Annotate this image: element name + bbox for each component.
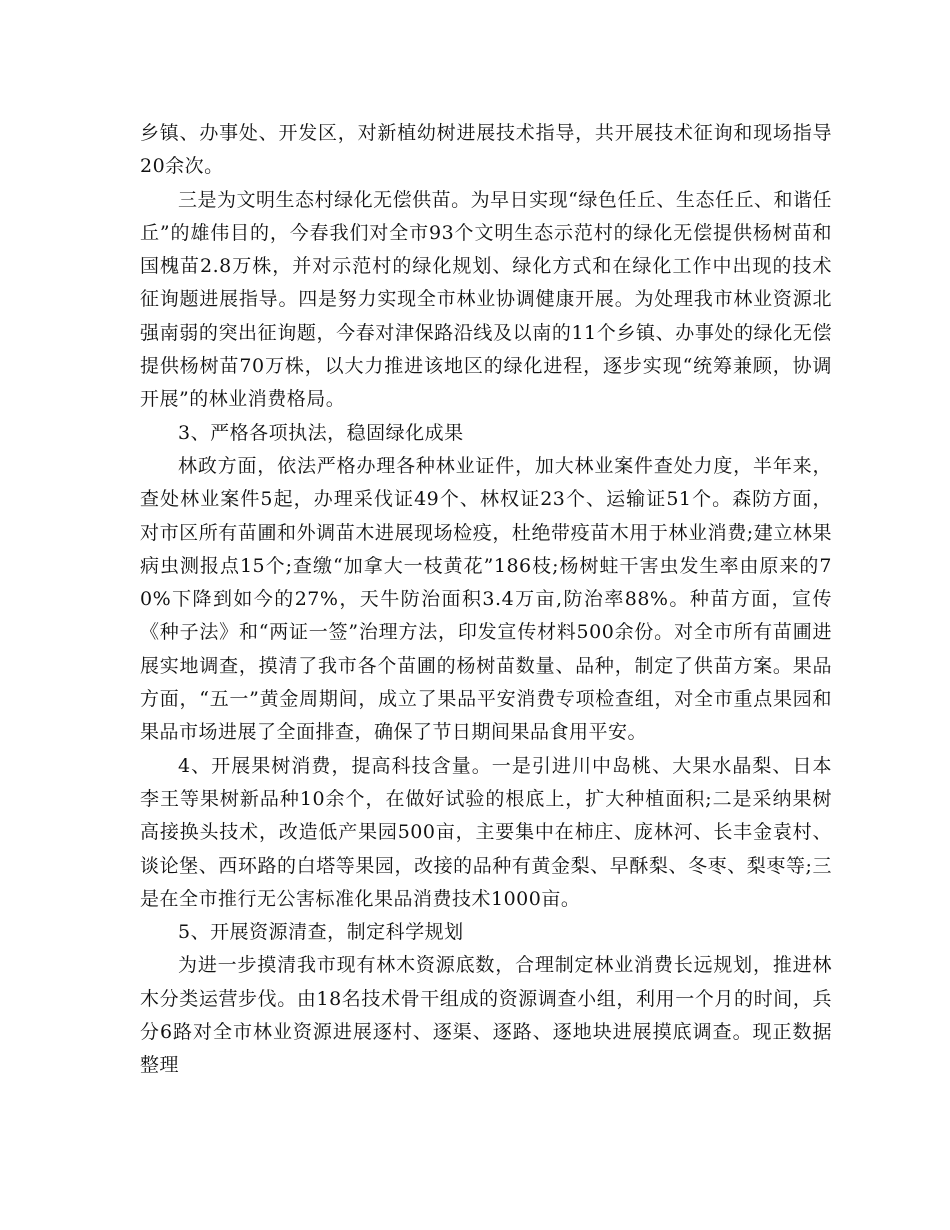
paragraph-ecological-village-seedlings: 三是为文明生态村绿化无偿供苗。为早日实现“绿色任丘、生态任丘、和谐任丘”的雄伟目的，今春我们对全市93个文明生态示范村的绿化无偿提供杨树苗和国槐苗2.8万株，并对示范村的绿化规划、绿化方式和在绿化工作中出现的技术征询题进展指导。四是努力实现全市林业协调健康开展。为处理我市林业资源北强南弱的突出征询题，今春对津保路沿线及以南的11个乡镇、办事处的绿化无偿提供杨树苗70万株，以大力推进该地区的绿化进程，逐步实现“统筹兼顾，协调开展”的林业消费格局。 xyxy=(140,188,832,411)
section-heading-resource-survey: 5、开展资源清查，制定科学规划 xyxy=(178,921,464,944)
document-body xyxy=(140,117,832,1083)
paragraph-fruit-tree-production: 4、开展果树消费，提高科技含量。一是引进川中岛桃、大果水晶梨、日本李王等果树新品种10余个，在做好试验的根底上，扩大种植面积;二是采纳果树高接换头技术，改造低产果园500亩，主要集中在柿庄、庞林河、长丰金袁村、谈论堡、西环路的白塔等果园，改接的品种有黄金梨、早酥梨、冬枣、梨枣等;三是在全市推行无公害标准化果品消费技术1000亩。 xyxy=(140,754,832,910)
paragraph-forestry-administration: 林政方面，依法严格办理各种林业证件，加大林业案件查处力度，半年来，查处林业案件5起，办理采伐证49个、林权证23个、运输证51个。森防方面，对市区所有苗圃和外调苗木进展现场检疫，杜绝带疫苗木用于林业消费;建立林果病虫测报点15个;查缴“加拿大一枝黄花”186枝;杨树蛀干害虫发生率由原来的70%下降到如今的27%，天牛防治面积3.4万亩,防治率88%。种苗方面，宣传《种子法》和“两证一签”治理方法，印发宣传材料500余份。对全市所有苗圃进展实地调查，摸清了我市各个苗圃的杨树苗数量、品种，制定了供苗方案。果品方面，“五一”黄金周期间，成立了果品平安消费专项检查组，对全市重点果园和果品市场进展了全面排查，确保了节日期间果品食用平安。 xyxy=(140,454,832,744)
paragraph-resource-survey: 为进一步摸清我市现有林木资源底数，合理制定林业消费长远规划，推进林木分类运营步伐。由18名技术骨干组成的资源调查小组，利用一个月的时间，兵分6路对全市林业资源进展逐村、逐渠、逐路、逐地块进展摸底调查。现正数据整理 xyxy=(140,954,832,1077)
section-heading-law-enforcement: 3、严格各项执法，稳固绿化成果 xyxy=(178,421,464,444)
paragraph-continued: 乡镇、办事处、开发区，对新植幼树进展技术指导，共开展技术征询和现场指导20余次。 xyxy=(140,122,832,178)
